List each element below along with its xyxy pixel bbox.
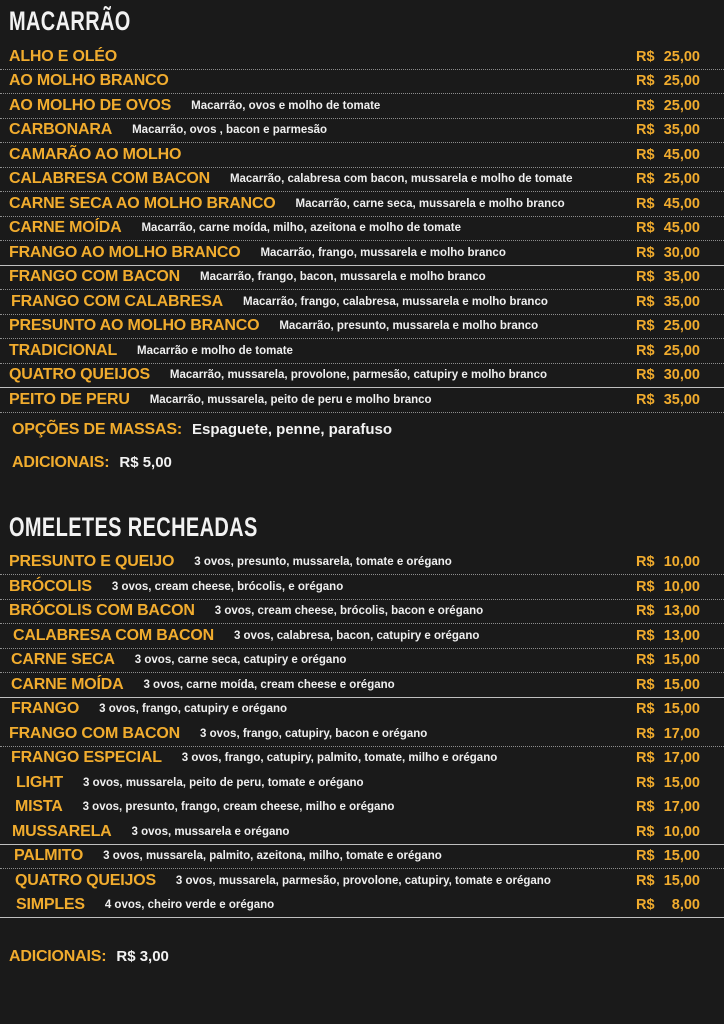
menu-item-row [0,575,724,599]
item-price [636,628,700,644]
price-currency: R$ [636,823,655,840]
price-amount: 30,00 [663,367,700,384]
menu-item-row [0,168,724,192]
item-name: AO MOLHO DE OVOS [9,96,172,114]
price-amount: 30,00 [663,244,700,261]
price-amount: 13,00 [663,627,700,644]
item-price [636,343,700,359]
price-currency: R$ [636,293,655,310]
section-note [12,421,724,439]
menu-item-row [0,845,724,869]
item-name: PEITO DE PERU [9,390,130,408]
item-description: Macarrão, calabresa com bacon, mussarela e molho de tomate [229,173,573,186]
item-description: 4 ovos, cheiro verde e orégano [104,899,275,912]
price-currency: R$ [636,195,655,212]
item-price [636,294,700,310]
item-price [636,269,700,285]
item-description: Macarrão, carne moída, milho, azeitona e molho de tomate [141,222,461,235]
price-currency: R$ [636,269,655,286]
menu-item-row [0,820,724,844]
item-price [636,171,700,187]
price-amount: 45,00 [663,195,700,212]
price-amount: 35,00 [663,122,700,139]
item-name: LIGHT [16,773,63,791]
menu-item-row [0,119,724,143]
price-currency: R$ [636,122,655,139]
menu-item-row [0,796,724,820]
menu-item-row [0,45,724,69]
item-name: PALMITO [14,847,84,865]
section-notes [12,421,724,472]
item-description: Macarrão, mussarela, peito de peru e molho branco [149,393,432,406]
section-notes [9,948,724,966]
item-price [636,873,700,889]
price-currency: R$ [636,391,655,408]
item-name: MISTA [15,798,63,816]
section-note [9,948,724,966]
item-price [636,726,700,742]
item-name: FRANGO COM BACON [9,724,181,742]
item-description: 3 ovos, mussarela e orégano [131,825,290,838]
item-price [636,392,700,408]
price-amount: 15,00 [663,774,700,791]
item-description: 3 ovos, carne moída, cream cheese e orégano [143,678,395,691]
item-price [636,897,700,913]
price-currency: R$ [636,848,655,865]
item-description: Macarrão, frango, mussarela e molho branco [260,246,506,259]
item-name: PRESUNTO E QUEIJO [9,553,175,571]
price-amount: 15,00 [663,701,700,718]
item-description: 3 ovos, frango, catupiry e orégano [99,703,288,716]
item-name: QUATRO QUEIJOS [9,366,150,384]
item-description: 3 ovos, frango, catupiry, palmito, tomate, milho e orégano [181,752,498,765]
price-currency: R$ [636,774,655,791]
menu-item-row [0,70,724,94]
price-currency: R$ [636,367,655,384]
item-name: SIMPLES [16,896,85,914]
item-description: 3 ovos, carne seca, catupiry e orégano [134,654,347,667]
item-price [636,824,700,840]
item-price [636,49,700,65]
section-note [12,454,724,472]
item-price [636,701,700,717]
item-name: FRANGO COM BACON [9,268,181,286]
item-name: CARNE SECA AO MOLHO BRANCO [9,194,276,212]
price-amount: 25,00 [663,97,700,114]
item-description: 3 ovos, frango, catupiry, bacon e orégano [200,727,428,740]
item-name: MUSSARELA [12,822,112,840]
menu-item-row [0,290,724,314]
item-description: Macarrão, ovos , bacon e parmesão [132,124,328,137]
section-title: OMELETES RECHEADAS [9,511,258,542]
price-amount: 25,00 [663,73,700,90]
price-currency: R$ [636,48,655,65]
price-amount: 15,00 [663,652,700,669]
price-amount: 15,00 [663,676,700,693]
item-name: CARNE MOÍDA [11,675,124,693]
item-name: BRÓCOLIS [9,577,92,595]
section-omeletes [0,511,724,967]
item-price [636,677,700,693]
price-currency: R$ [636,554,655,571]
note-value: R$ 5,00 [119,453,172,471]
section-title: MACARRÃO [9,6,131,36]
price-amount: 25,00 [663,48,700,65]
price-currency: R$ [636,342,655,359]
menu-item-row [0,339,724,363]
item-name: CALABRESA COM BACON [13,626,214,644]
price-currency: R$ [636,725,655,742]
price-currency: R$ [636,220,655,237]
menu-item-row [0,624,724,648]
item-description: 3 ovos, mussarela, peito de peru, tomate e orégano [83,776,364,789]
price-currency: R$ [636,244,655,261]
menu-item-row [0,747,724,771]
item-description: 3 ovos, mussarela, parmesão, provolone, catupiry, tomate e orégano [175,874,551,887]
item-price [636,196,700,212]
item-name: CARNE MOÍDA [9,219,122,237]
section-items [0,45,724,413]
note-value: Espaguete, penne, parafuso [191,420,393,438]
price-amount: 17,00 [663,799,700,816]
price-currency: R$ [636,701,655,718]
price-currency: R$ [636,872,655,889]
item-price [636,98,700,114]
item-description: 3 ovos, calabresa, bacon, catupiry e orégano [233,629,480,642]
price-currency: R$ [636,652,655,669]
item-price [636,318,700,334]
item-name: FRANGO AO MOLHO BRANCO [9,243,241,261]
item-description: 3 ovos, presunto, mussarela, tomate e orégano [194,556,452,569]
menu-item-row [0,315,724,339]
item-description: Macarrão, frango, calabresa, mussarela e molho branco [243,295,548,308]
item-name: TRADICIONAL [9,341,118,359]
item-name: FRANGO [11,700,80,718]
item-name: CALABRESA COM BACON [9,170,210,188]
menu-item-row [0,217,724,241]
item-description: 3 ovos, cream cheese, brócolis, e orégano [111,580,344,593]
price-amount: 25,00 [663,342,700,359]
item-price [636,554,700,570]
price-currency: R$ [636,146,655,163]
price-amount: 17,00 [663,750,700,767]
menu-item-row [0,143,724,167]
menu-item-row [0,364,724,388]
menu-item-row [0,266,724,290]
price-currency: R$ [636,171,655,188]
menu-item-row [0,649,724,673]
price-amount: 25,00 [663,171,700,188]
price-amount: 35,00 [663,269,700,286]
item-price [636,122,700,138]
item-price [636,799,700,815]
item-name: QUATRO QUEIJOS [15,871,156,889]
menu-item-row [0,722,724,746]
price-amount: 15,00 [663,848,700,865]
item-name: AO MOLHO BRANCO [9,72,169,90]
item-description: Macarrão, mussarela, provolone, parmesão, catupiry e molho branco [169,369,547,382]
price-amount: 25,00 [663,318,700,335]
price-amount: 8,00 [671,897,700,914]
price-currency: R$ [636,578,655,595]
item-description: Macarrão, presunto, mussarela e molho branco [279,320,539,333]
item-price [636,848,700,864]
note-label: ADICIONAIS: [9,948,107,965]
menu-item-row [0,600,724,624]
item-description: Macarrão, carne seca, mussarela e molho branco [295,197,565,210]
item-description: 3 ovos, presunto, frango, cream cheese, milho e orégano [82,801,395,814]
item-name: BRÓCOLIS COM BACON [9,602,195,620]
item-price [636,775,700,791]
item-description: Macarrão, frango, bacon, mussarela e molho branco [200,271,486,284]
note-label: ADICIONAIS: [12,453,110,471]
price-amount: 10,00 [663,554,700,571]
item-price [636,245,700,261]
row-separator [0,412,724,413]
item-price [636,367,700,383]
item-price [636,750,700,766]
price-amount: 10,00 [663,578,700,595]
price-currency: R$ [636,750,655,767]
item-price [636,652,700,668]
item-name: ALHO E OLÉO [9,47,118,65]
item-name: PRESUNTO AO MOLHO BRANCO [9,317,260,335]
menu-item-row [0,241,724,265]
price-amount: 35,00 [663,293,700,310]
price-currency: R$ [636,897,655,914]
menu-item-row [0,894,724,918]
price-amount: 45,00 [663,220,700,237]
price-amount: 45,00 [663,146,700,163]
item-name: FRANGO COM CALABRESA [11,292,223,310]
price-amount: 13,00 [663,603,700,620]
row-separator [0,917,724,918]
menu-item-row [0,673,724,697]
price-currency: R$ [636,318,655,335]
menu-item-row [0,698,724,722]
note-value: R$ 3,00 [116,948,169,965]
item-price [636,147,700,163]
section-items [0,551,724,919]
item-price [636,579,700,595]
item-price [636,603,700,619]
price-amount: 15,00 [663,872,700,889]
price-amount: 35,00 [663,391,700,408]
item-name: CAMARÃO AO MOLHO [9,145,182,163]
price-currency: R$ [636,97,655,114]
item-description: Macarrão, ovos e molho de tomate [191,99,381,112]
price-currency: R$ [636,627,655,644]
menu-item-row [0,869,724,893]
item-name: CARNE SECA [11,651,115,669]
item-price [636,73,700,89]
item-name: CARBONARA [9,121,113,139]
item-description: Macarrão e molho de tomate [137,344,293,357]
price-amount: 10,00 [663,823,700,840]
price-currency: R$ [636,676,655,693]
item-description: 3 ovos, mussarela, palmito, azeitona, milho, tomate e orégano [103,850,442,863]
menu-item-row [0,551,724,575]
menu-item-row [0,192,724,216]
item-description: 3 ovos, cream cheese, brócolis, bacon e orégano [214,605,484,618]
price-amount: 17,00 [663,725,700,742]
price-currency: R$ [636,73,655,90]
price-currency: R$ [636,603,655,620]
item-price [636,220,700,236]
section-macarrao [0,8,724,472]
item-name: FRANGO ESPECIAL [11,749,162,767]
note-label: OPÇÕES DE MASSAS: [12,420,182,438]
price-currency: R$ [636,799,655,816]
menu-item-row [0,771,724,795]
menu-item-row [0,94,724,118]
menu-item-row [0,388,724,412]
